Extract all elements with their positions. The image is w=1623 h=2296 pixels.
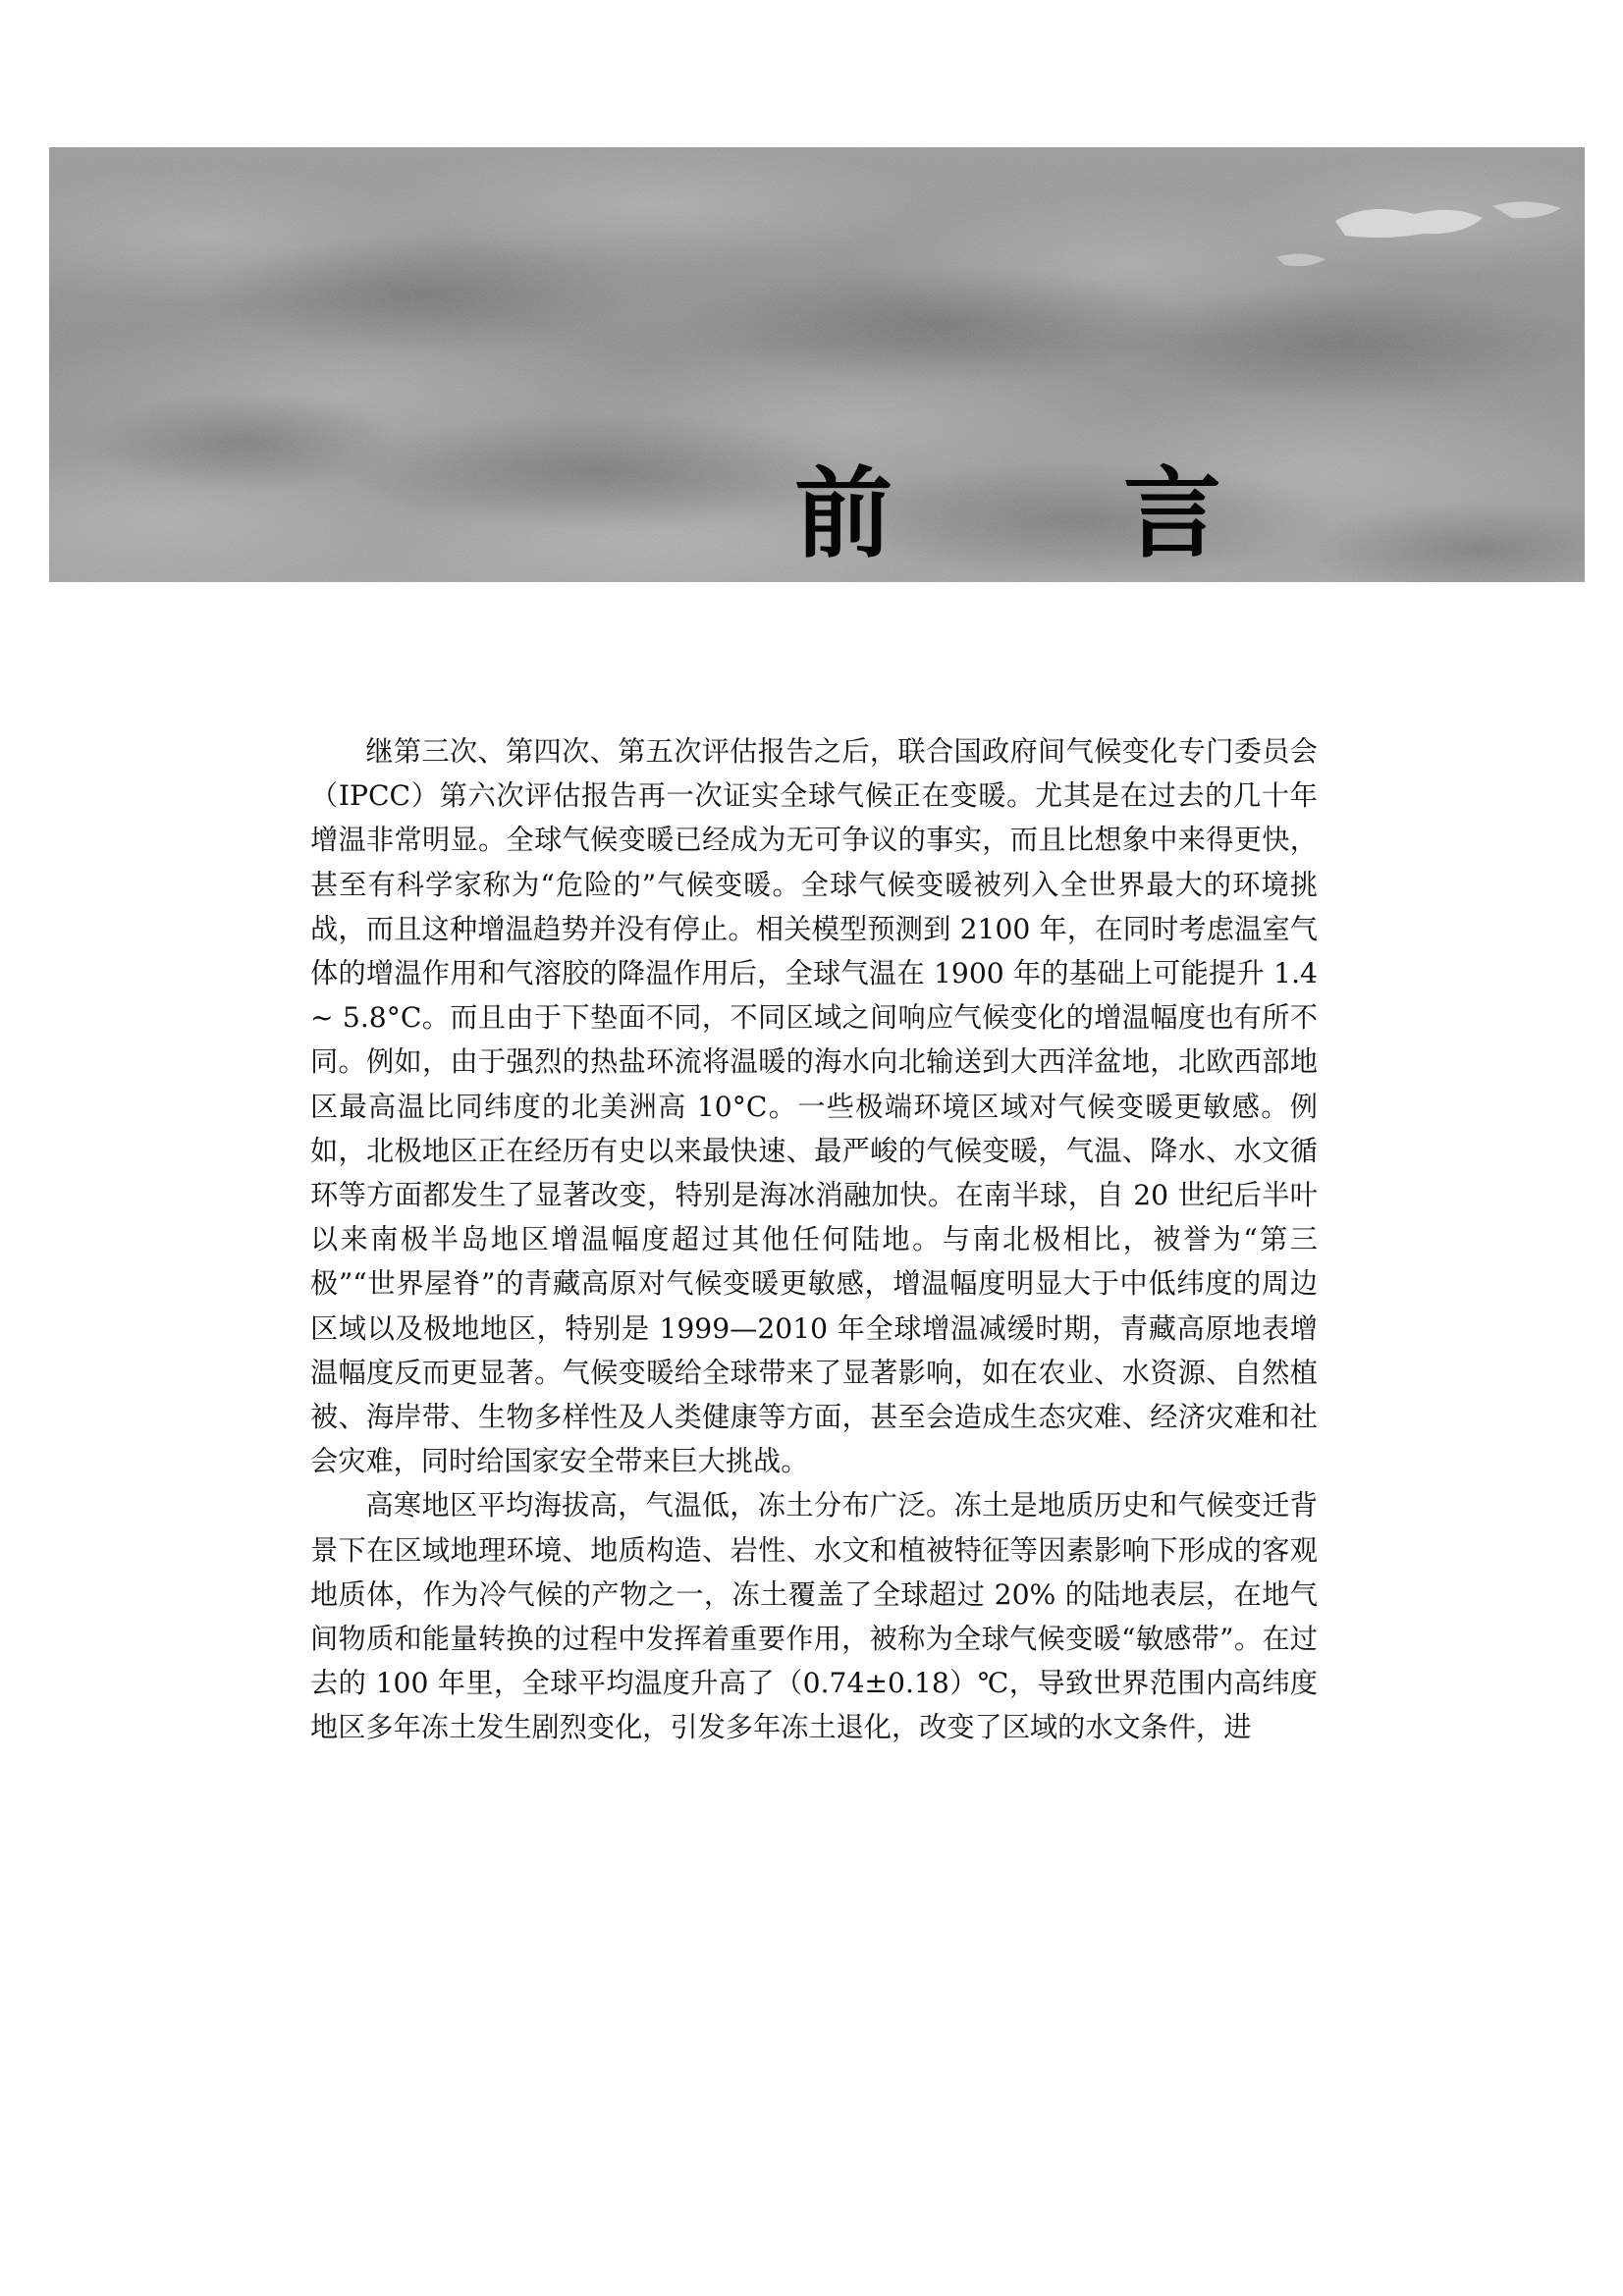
page-title: 前 言 [794, 455, 1320, 571]
paragraph: 高寒地区平均海拔高，气温低，冻土分布广泛。冻土是地质历史和气候变迁背景下在区域地理环境、地质构造、岩性、水文和植被特征等因素影响下形成的客观地质体，作为冷气候的产物之一，冻土覆盖了全球超过 20% 的陆地表层，在地气间物质和能量转换的过程中发挥着重要作用，被称为全球气候变暖“敏感带”。在过去的 100 年里，全球平均温度升高了（0.74±0.18）℃，导致世界范围内高纬度地区多年冻土发生剧烈变化，引发多年冻土退化，改变了区域的水文条件，进 [310, 1489, 1318, 1744]
body-text [310, 729, 1318, 1750]
header-banner-image [49, 147, 1585, 582]
paragraph: 继第三次、第四次、第五次评估报告之后，联合国政府间气候变化专门委员会（IPCC）第六次评估报告再一次证实全球气候正在变暖。尤其是在过去的几十年增温非常明显。全球气候变暖已经成为无可争议的事实，而且比想象中来得更快，甚至有科学家称为“危险的”气候变暖。全球气候变暖被列入全世界最大的环境挑战，而且这种增温趋势并没有停止。相关模型预测到 2100 年，在同时考虑温室气体的增温作用和气溶胶的降温作用后，全球气温在 1900 年的基础上可能提升 1.4 ~ 5.8°C。而且由于下垫面不同，不同区域之间响应气候变化的增温幅度也有所不同。例如，由于强烈的热盐环流将温暖的海水向北输送到大西洋盆地，北欧西部地区最高温比同纬度的北美洲高 10°C。一些极端环境区域对气候变暖更敏感。例如，北极地区正在经历有史以来最快速、最严峻的气候变暖，气温、降水、水文循环等方面都发生了显著改变，特别是海冰消融加快。在南半球，自 20 世纪后半叶以来南极半岛地区增温幅度超过其他任何陆地。与南北极相比，被誉为“第三极”“世界屋脊”的青藏高原对气候变暖更敏感，增温幅度明显大于中低纬度的周边区域以及极地地区，特别是 1999—2010 年全球增温减缓时期，青藏高原地表增温幅度反而更显著。气候变暖给全球带来了显著影响，如在农业、水资源、自然植被、海岸带、生物多样性及人类健康等方面，甚至会造成生态灾难、经济灾难和社会灾难，同时给国家安全带来巨大挑战。 [310, 735, 1318, 1478]
